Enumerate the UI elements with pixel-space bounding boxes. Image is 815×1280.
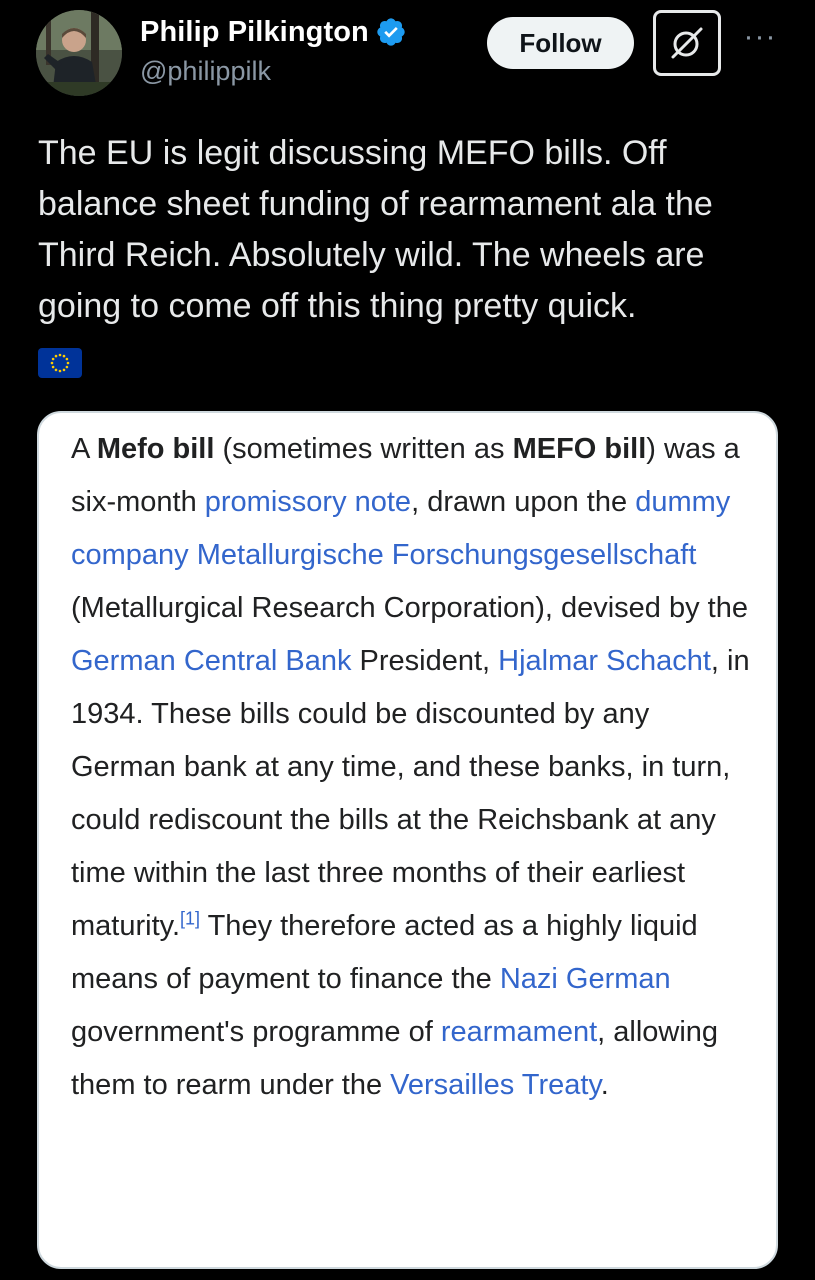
tweet-header xyxy=(0,0,815,110)
citation-link: [1] xyxy=(180,908,201,929)
link-rearmament: rearmament xyxy=(440,1016,598,1048)
eu-flag-icon xyxy=(38,348,82,378)
excerpt-text: government's programme of xyxy=(71,1016,441,1048)
link-nazi-german: Nazi German xyxy=(499,963,671,995)
avatar[interactable] xyxy=(36,10,122,96)
attached-image-card[interactable] xyxy=(37,411,778,1269)
grok-button[interactable] xyxy=(653,10,721,76)
excerpt-text: , allowing them to rearm under the xyxy=(71,1016,719,1101)
excerpt-text: , drawn upon the xyxy=(411,486,636,518)
excerpt-text: ) was a six-month xyxy=(71,433,740,518)
link-german-central-bank: German Central Bank xyxy=(71,645,352,677)
author-handle[interactable]: @philippilk xyxy=(140,56,271,86)
link-versailles-treaty: Versailles Treaty xyxy=(390,1069,601,1101)
excerpt-text: (Metallurgical Research Corporation), devised by the xyxy=(71,592,748,624)
link-hjalmar-schacht: Hjalmar Schacht xyxy=(498,645,711,677)
more-options-icon[interactable]: ··· xyxy=(743,20,777,53)
author-name-row xyxy=(140,12,407,52)
link-dummy-company: dummy company Metallurgische Forschungsgesellschaft xyxy=(71,486,731,571)
excerpt-text: (sometimes written as xyxy=(214,433,513,465)
profile-photo-icon xyxy=(36,10,122,96)
excerpt-text: . xyxy=(600,1069,609,1101)
grok-icon xyxy=(667,23,707,63)
author-display-name[interactable]: Philip Pilkington xyxy=(140,15,369,48)
excerpt-text: A xyxy=(71,433,97,465)
excerpt-bold-term: Mefo bill xyxy=(96,433,215,465)
excerpt-text: , in 1934. These bills could be discounted by any German bank at any time, and these banks, in turn, could rediscount the bills at the Reichsbank at any time within the last three months of their earliest maturity. xyxy=(71,645,750,942)
wikipedia-excerpt xyxy=(71,423,761,1112)
excerpt-text: President, xyxy=(351,645,499,677)
excerpt-bold-term: MEFO bill xyxy=(512,433,647,465)
verified-badge-icon xyxy=(375,16,407,48)
excerpt-text: They therefore acted as a highly liquid means of payment to finance the xyxy=(71,910,698,995)
follow-button[interactable]: Follow xyxy=(487,17,634,69)
link-promissory-note: promissory note xyxy=(204,486,412,518)
tweet-text: The EU is legit discussing MEFO bills. Off balance sheet funding of rearmament ala the Third Reich. Absolutely wild. The wheels are going to come off this thing pretty quick. xyxy=(38,134,713,325)
